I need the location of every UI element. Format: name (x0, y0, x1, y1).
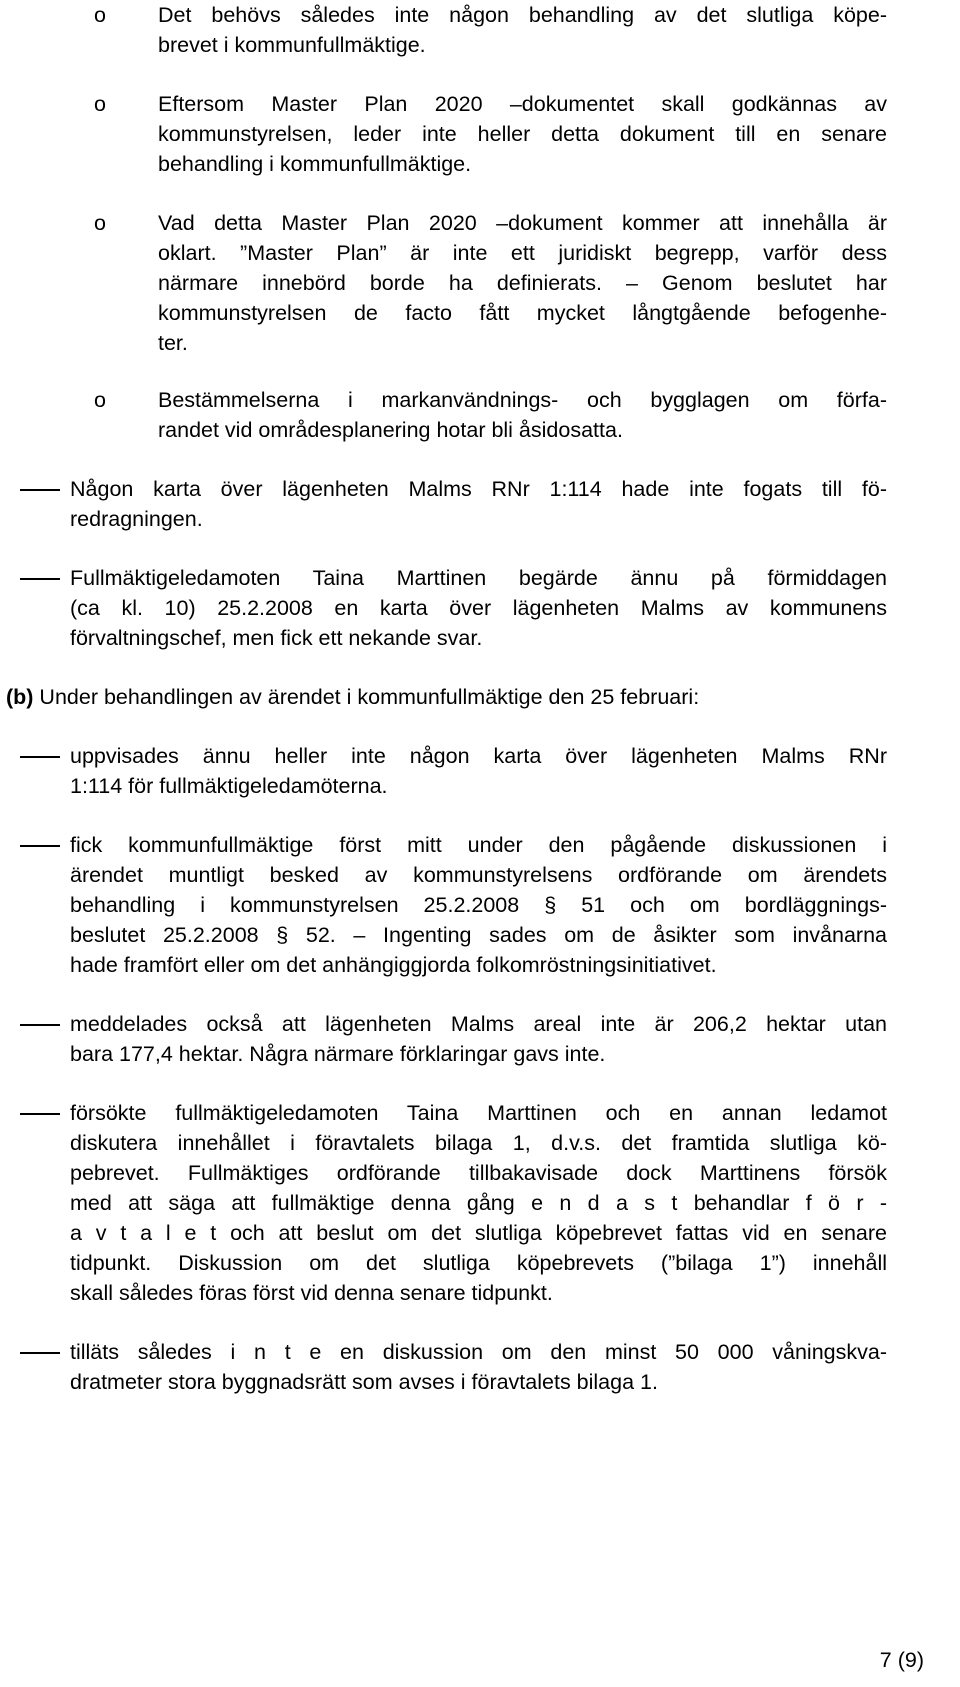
paragraph-line: oklart. ”Master Plan” är inte ett juridiskt begrepp, varför dess (158, 241, 887, 265)
paragraph-line: ter. (158, 331, 188, 355)
paragraph-line: fick kommunfullmäktige först mitt under den pågående diskussionen i (70, 833, 887, 857)
dash-marker (20, 489, 60, 491)
paragraph-line: pebrevet. Fullmäktiges ordförande tillbakavisade dock Marttinens försök (70, 1161, 887, 1185)
paragraph-line: uppvisades ännu heller inte någon karta över lägenheten Malms RNr (70, 744, 887, 768)
section-b-heading (6, 682, 699, 712)
paragraph-line: förvaltningschef, men fick ett nekande svar. (70, 626, 483, 650)
dash-marker (20, 578, 60, 580)
paragraph-line: (ca kl. 10) 25.2.2008 en karta över lägenheten Malms av kommunens (70, 596, 887, 620)
paragraph-line: beslutet 25.2.2008 § 52. – Ingenting sades om de åsikter som invånarna (70, 923, 887, 947)
paragraph-line: a v t a l e t och att beslut om det slutliga köpebrevet fattas vid en senare (70, 1221, 887, 1245)
paragraph-line: tilläts således i n t e en diskussion om den minst 50 000 våningskva- (70, 1340, 887, 1364)
paragraph-line: ärendet muntligt besked av kommunstyrelsens ordförande om ärendets (70, 863, 887, 887)
paragraph-line: Bestämmelserna i markanvändnings- och bygglagen om förfa- (158, 388, 887, 412)
bullet-marker: o (94, 92, 106, 116)
bullet-marker: o (94, 211, 106, 235)
page-number: 7 (9) (879, 1648, 924, 1672)
paragraph-line: brevet i kommunfullmäktige. (158, 33, 426, 57)
paragraph-line: meddelades också att lägenheten Malms areal inte är 206,2 hektar utan (70, 1012, 887, 1036)
paragraph-line: randet vid områdesplanering hotar bli åsidosatta. (158, 418, 623, 442)
paragraph-line: behandling i kommunstyrelsen 25.2.2008 § 51 och om bordläggnings- (70, 893, 887, 917)
paragraph-line: diskutera innehållet i föravtalets bilaga 1, d.v.s. det framtida slutliga kö- (70, 1131, 887, 1155)
paragraph-line: Det behövs således inte någon behandling av det slutliga köpe- (158, 3, 887, 27)
bullet-marker: o (94, 388, 106, 412)
paragraph-line: Vad detta Master Plan 2020 –dokument kommer att innehålla är (158, 211, 887, 235)
paragraph-line: med att säga att fullmäktige denna gång e n d a s t behandlar f ö r - (70, 1191, 887, 1215)
paragraph-line: Fullmäktigeledamoten Taina Marttinen begärde ännu på förmiddagen (70, 566, 887, 590)
paragraph-line: Någon karta över lägenheten Malms RNr 1:114 hade inte fogats till fö- (70, 477, 887, 501)
dash-marker (20, 1024, 60, 1026)
paragraph-line: kommunstyrelsen, leder inte heller detta dokument till en senare (158, 122, 887, 146)
dash-marker (20, 1113, 60, 1115)
paragraph-line: Eftersom Master Plan 2020 –dokumentet skall godkännas av (158, 92, 887, 116)
paragraph-line: närmare innebörd borde ha definierats. – Genom beslutet har (158, 271, 887, 295)
dash-marker (20, 756, 60, 758)
paragraph-line: behandling i kommunfullmäktige. (158, 152, 472, 176)
paragraph-line: 1:114 för fullmäktigeledamöterna. (70, 774, 388, 798)
paragraph-line: bara 177,4 hektar. Några närmare förklaringar gavs inte. (70, 1042, 606, 1066)
paragraph-line: dratmeter stora byggnadsrätt som avses i föravtalets bilaga 1. (70, 1370, 658, 1394)
bullet-marker: o (94, 3, 106, 27)
paragraph-line: hade framfört eller om det anhängiggjorda folkomröstningsinitiativet. (70, 953, 717, 977)
paragraph-line: kommunstyrelsen de facto fått mycket långtgående befogenhe- (158, 301, 887, 325)
section-b-text: Under behandlingen av ärendet i kommunfullmäktige den 25 februari: (33, 685, 700, 709)
section-b-label: (b) (6, 685, 34, 709)
paragraph-line: skall således föras först vid denna senare tidpunkt. (70, 1281, 553, 1305)
paragraph-line: tidpunkt. Diskussion om det slutliga köpebrevets (”bilaga 1”) innehåll (70, 1251, 887, 1275)
dash-marker (20, 1352, 60, 1354)
dash-marker (20, 845, 60, 847)
paragraph-line: redragningen. (70, 507, 203, 531)
paragraph-line: försökte fullmäktigeledamoten Taina Marttinen och en annan ledamot (70, 1101, 887, 1125)
